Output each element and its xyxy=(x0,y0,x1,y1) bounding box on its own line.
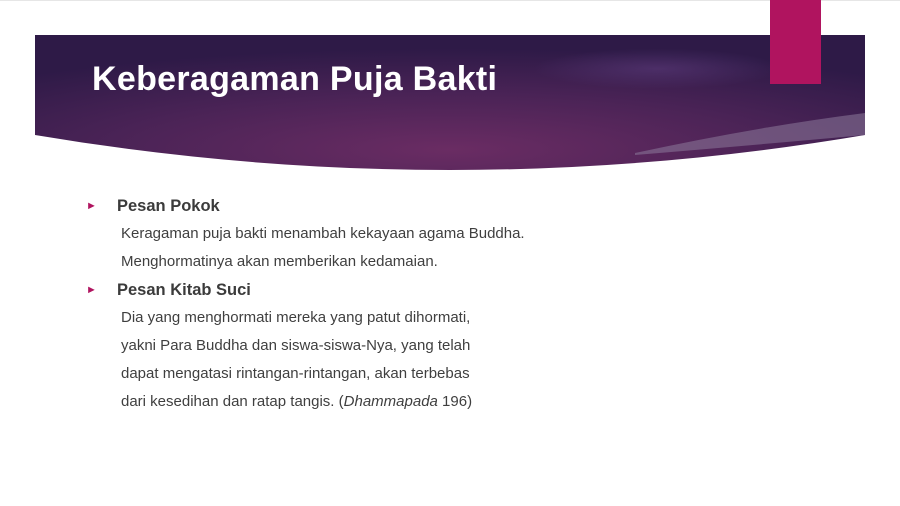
slide-title: Keberagaman Puja Bakti xyxy=(92,60,498,98)
section-heading-pesan-pokok xyxy=(86,192,786,220)
accent-tab xyxy=(770,0,821,84)
top-divider xyxy=(0,0,900,1)
right-triangle-icon: ► xyxy=(86,200,97,212)
citation-prefix: dari kesedihan dan ratap tangis. ( xyxy=(121,393,344,410)
slide-content xyxy=(86,192,786,416)
section-heading-label: Pesan Pokok xyxy=(117,197,220,215)
body-line: dapat mengatasi rintangan-rintangan, akan terbebas xyxy=(121,365,470,382)
title-banner xyxy=(35,35,865,170)
citation-suffix: ) xyxy=(467,393,473,410)
section-heading-pesan-kitab-suci xyxy=(86,276,786,304)
citation-source: Dhammapada xyxy=(343,393,438,410)
body-line: Dia yang menghormati mereka yang patut dihormati, xyxy=(121,309,471,326)
body-line: Keragaman puja bakti menambah kekayaan agama Buddha. xyxy=(121,225,525,242)
citation-number: 196 xyxy=(437,393,468,410)
body-line: yakni Para Buddha dan siswa-siswa-Nya, yang telah xyxy=(121,337,471,354)
body-line: Menghormatinya akan memberikan kedamaian. xyxy=(121,253,438,270)
citation-line xyxy=(86,388,786,416)
section-heading-label: Pesan Kitab Suci xyxy=(117,281,251,299)
right-triangle-icon: ► xyxy=(86,284,97,296)
